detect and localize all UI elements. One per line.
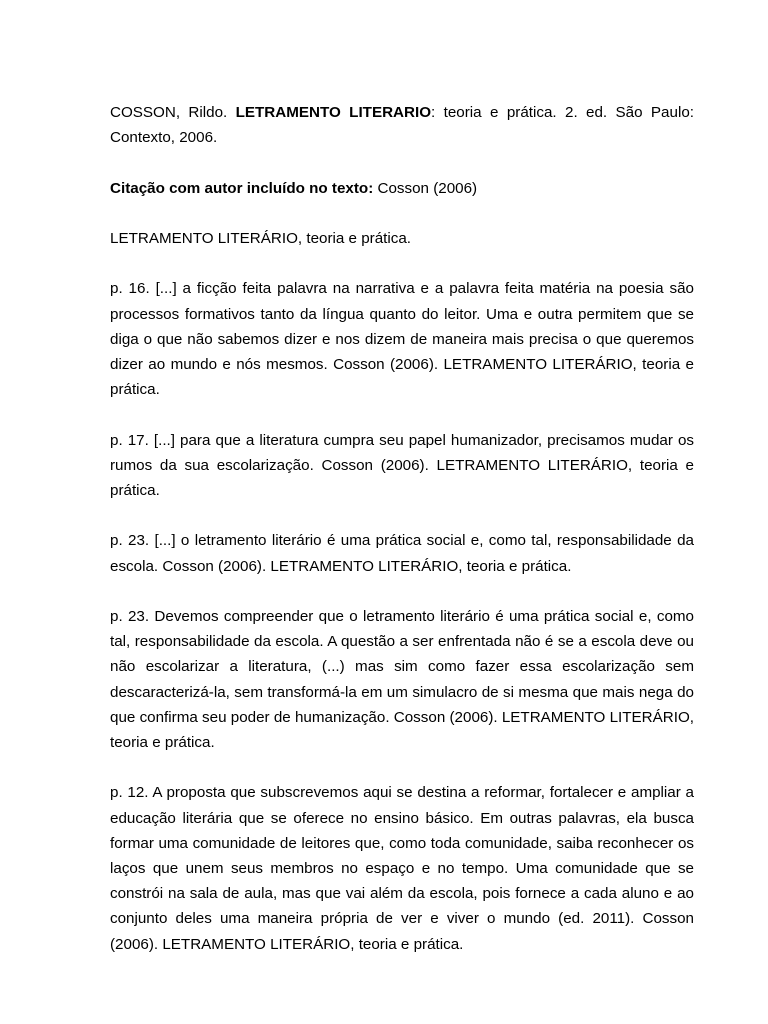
citation-line	[110, 176, 694, 201]
quote-paragraph: p. 23. Devemos compreender que o letramento literário é uma prática social e, como tal, responsabilidade da escola. A questão a ser enfrentada não é se a escola deve ou não escolarizar a literatura, (...) mas sim como fazer essa escolarização sem descaracterizá-la, sem transformá-la em um simulacro de si mesma que mais nega do que confirma seu poder de humanização. Cosson (2006). LETRAMENTO LITERÁRIO, teoria e prática.	[110, 607, 694, 751]
quote-paragraph: p. 12. A proposta que subscrevemos aqui se destina a reformar, fortalecer e ampliar a educação literária que se oferece no ensino básico. Em outras palavras, ela busca formar uma comunidade de leitores que, como toda comunidade, saiba reconhecer os laços que unem seus membros no espaço e no tempo. Uma comunidade que se constrói na sala de aula, mas que vai além da escola, pois fornece a cada aluno e ao conjunto deles uma maneira própria de ver e viver o mundo (ed. 2011). Cosson (2006). LETRAMENTO LITERÁRIO, teoria e prática.	[110, 784, 694, 953]
citation-value: Cosson (2006)	[373, 179, 478, 197]
quote-paragraph: p. 23. [...] o letramento literário é uma prática social e, como tal, responsabilidade da escola. Cosson (2006). LETRAMENTO LITERÁRIO, teoria e prática.	[110, 532, 694, 575]
document-heading: LETRAMENTO LITERÁRIO, teoria e prática.	[110, 229, 412, 247]
reference-details: : teoria e prática. 2. ed. São Paulo: Contexto, 2006.	[110, 104, 694, 147]
reference-author: COSSON, Rildo.	[110, 104, 236, 121]
quote-paragraph: p. 16. [...] a ficção feita palavra na narrativa e a palavra feita matéria na poesia são processos formativos tanto da língua quanto do leitor. Uma e outra permitem que se diga o que não sabemos dizer e nos dizem de maneira mais precisa o que queremos dizer ao mundo e nós mesmos. Cosson (2006). LETRAMENTO LITERÁRIO, teoria e prática.	[110, 280, 694, 399]
bibliographic-reference	[110, 100, 694, 150]
document-page	[110, 100, 694, 982]
reference-title: LETRAMENTO LITERARIO	[235, 104, 432, 121]
quote-paragraph: p. 17. [...] para que a literatura cumpra seu papel humanizador, precisamos mudar os rumos da sua escolarização. Cosson (2006). LETRAMENTO LITERÁRIO, teoria e prática.	[110, 431, 694, 499]
citation-label: Citação com autor incluído no texto:	[110, 179, 374, 197]
